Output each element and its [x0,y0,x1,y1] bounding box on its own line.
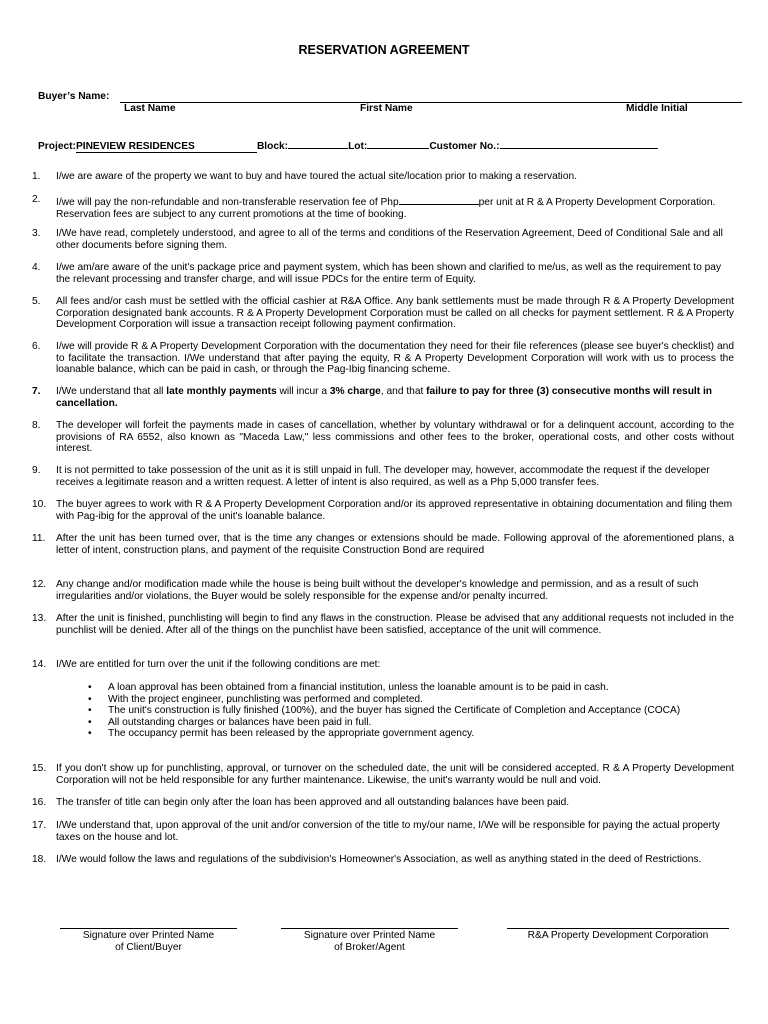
list-item [88,694,738,706]
term-text: After the unit is finished, punchlisting will begin to find any flaws in the construction. Please be advised that any additional requests not included in the punchlist will be denied. After all of the things on the punchlist have been satisfied, acceptance of the unit will commence. [56,613,734,636]
term-text: It is not permitted to take possession of the unit as it is still unpaid in full. The developer may, however, accommodate the request if the developer receives a legitimate reason and a written request. A letter of intent is also required, as well as a Php 5,000 transfer fees. [56,465,710,488]
term-number: 13. [32,613,47,624]
term-text-bold: late monthly payments [166,386,277,397]
list-item [88,682,738,694]
term-number: 1. [32,171,41,182]
list-item-text: All outstanding charges or balances have been paid in full. [108,716,372,728]
project-value: PINEVIEW RESIDENCES [75,141,195,152]
term-text [56,386,734,409]
list-item [88,728,738,740]
list-item [88,705,738,717]
broker-signature-block [281,928,458,953]
term-text: All fees and/or cash must be settled with the official cashier at R&A Office. Any bank settlements must be made through R & A Property Development Corporation designated bank accounts. R & A Property Development Corporation must be called on all checks for payment settlement. R & A Property Development Corporation will issue a transaction receipt following payment confirmation. [56,296,734,331]
list-item-text: The occupancy permit has been released by the appropriate government agency. [108,728,475,740]
term-text: The buyer agrees to work with R & A Property Development Corporation and/or its approved representative in obtaining documentation and filing them with Pag-ibig for the approval of the unit's loanable balance. [56,499,733,522]
project-field[interactable] [76,141,257,153]
term-text: I/We would follow the laws and regulations of the subdivision's Homeowner's Association, as well as anything stated in the deed of Restrictions. [56,854,702,865]
list-item-text: A loan approval has been obtained from a financial institution, unless the loanable amount is to be paid in cash. [108,682,609,693]
client-signature-block [60,928,237,953]
term-text [56,194,734,220]
list-item-text: With the project engineer, punchlisting was performed and completed. [108,693,423,705]
bullet-icon: • [88,693,92,705]
block-field[interactable] [288,137,348,149]
term-number: 16. [32,797,47,808]
bullet-icon: • [88,728,92,740]
signature-section [0,928,768,968]
project-row [38,137,658,153]
term-text-part: per unit at R & A Property Development Corporation. Reservation fees are subject to any current promotions at the time of booking. [56,197,716,220]
term-number: 14. [32,659,47,670]
term-number: 15. [32,763,47,774]
term-number: 8. [32,420,41,431]
list-item-text: The unit's construction is fully finished (100%), and the buyer has signed the Certificate of Completion and Acceptance (COCA) [108,705,681,717]
lot-label: Lot: [348,141,368,152]
term-number: 5. [32,296,41,307]
term-text: I/We understand that, upon approval of the unit and/or conversion of the title to my/our name, I/We will be responsible for paying the actual property taxes on the house and lot. [56,820,720,843]
customer-no-label: Customer No.: [429,141,500,152]
term-text-part: will incur a [276,386,330,397]
term-text: I/we are aware of the property we want to buy and have toured the actual site/location prior to making a reservation. [56,171,577,182]
broker-signature-sublabel: of Broker/Agent [334,941,405,953]
term-text-part: I/We understand that all [56,386,167,397]
developer-signature-line[interactable] [507,928,729,929]
term-text-part: , and that [380,386,427,397]
term-text: If you don't show up for punchlisting, approval, or turnover on the scheduled date, the unit will be considered accepted. R & A Property Development Corporation will not be held responsible for any further maintenance. Likewise, the unit's warranty would be null and void. [56,763,734,786]
bullet-icon: • [88,705,92,717]
term-text-bold: failure to pay for three (3) consecutive months will result in cancellation. [56,386,713,409]
term-text: I/We have read, completely understood, and agree to all of the terms and conditions of the Reservation Agreement, Deed of Conditional Sale and all other documents before signing them. [56,228,723,251]
term-text: The transfer of title can begin only after the loan has been approved and all outstanding balances have been paid. [56,797,570,808]
term-text: The developer will forfeit the payments made in cases of cancellation, whether by voluntary withdrawal or for a delinquent account, according to the provisions of RA 6552, also known as "Maceda Law," less commissions and other fees to the broker, operational costs, and other costs without interest. [56,420,734,455]
buyer-name-label: Buyer’s Name: [38,91,110,102]
document-title: RESERVATION AGREEMENT [298,43,470,57]
middle-initial-label: Middle Initial [626,103,688,114]
developer-signature-block [507,928,729,942]
term-number: 11. [32,533,46,544]
term-text: Any change and/or modification made while the house is being built without the developer's knowledge and permission, and as a result of such irregularities and/or violations, the Buyer would be solely responsible for the expense and/or penalty incurred. [56,579,699,602]
term-number: 4. [32,262,41,273]
client-signature-label: Signature over Printed Name [82,930,215,941]
bullet-icon: • [88,716,92,728]
last-name-label: Last Name [124,103,176,114]
term-text-bold: 3% charge [329,386,381,397]
reservation-fee-field[interactable] [399,194,479,205]
turnover-conditions-list [88,682,738,740]
first-name-label: First Name [360,103,413,114]
lot-field[interactable] [367,137,429,149]
client-signature-line[interactable] [60,928,237,929]
term-text: I/we am/are aware of the unit's package price and payment system, which has been shown and clarified to me/us, as well as the requirement to pay the relevant processing and transfer charge, and will issue PDCs for the entire term of Equity. [56,262,722,285]
term-text-part: I/we will pay the non-refundable and non-transferable reservation fee of Php [56,197,399,208]
bullet-icon: • [88,682,92,693]
term-number: 18. [32,854,47,865]
term-number: 3. [32,228,41,239]
term-number: 10. [32,499,47,510]
project-label: Project: [38,141,76,152]
block-label: Block: [256,141,289,152]
developer-company-label: R&A Property Development Corporation [527,930,709,941]
term-number: 9. [32,465,41,476]
broker-signature-label: Signature over Printed Name [303,930,436,941]
broker-signature-line[interactable] [281,928,458,929]
client-signature-sublabel: of Client/Buyer [115,941,182,953]
customer-no-field[interactable] [500,137,658,149]
term-text: I/we will provide R & A Property Development Corporation with the documentation they need for their file references (please see buyer's checklist) and to facilitate the transaction. I/We understand that after paying the equity, R & A Property Development Corporation will work with us to process the loanable balance, which can be paid in cash, or through the Pag-Ibig financing scheme. [56,341,734,376]
term-number: 7. [32,386,41,397]
term-text: After the unit has been turned over, that is the time any changes or extensions should be made. Following approval of the aforementioned plans, a letter of intent, construction plans, and payment of the requisite Construction Bond are required [56,533,734,556]
term-number: 2. [32,194,41,205]
list-item [88,717,738,729]
buyer-name-row [38,91,742,117]
term-number: 17. [32,820,47,831]
term-text: I/We are entitled for turn over the unit if the following conditions are met: [56,659,381,670]
term-number: 6. [32,341,41,352]
term-number: 12. [32,579,47,590]
